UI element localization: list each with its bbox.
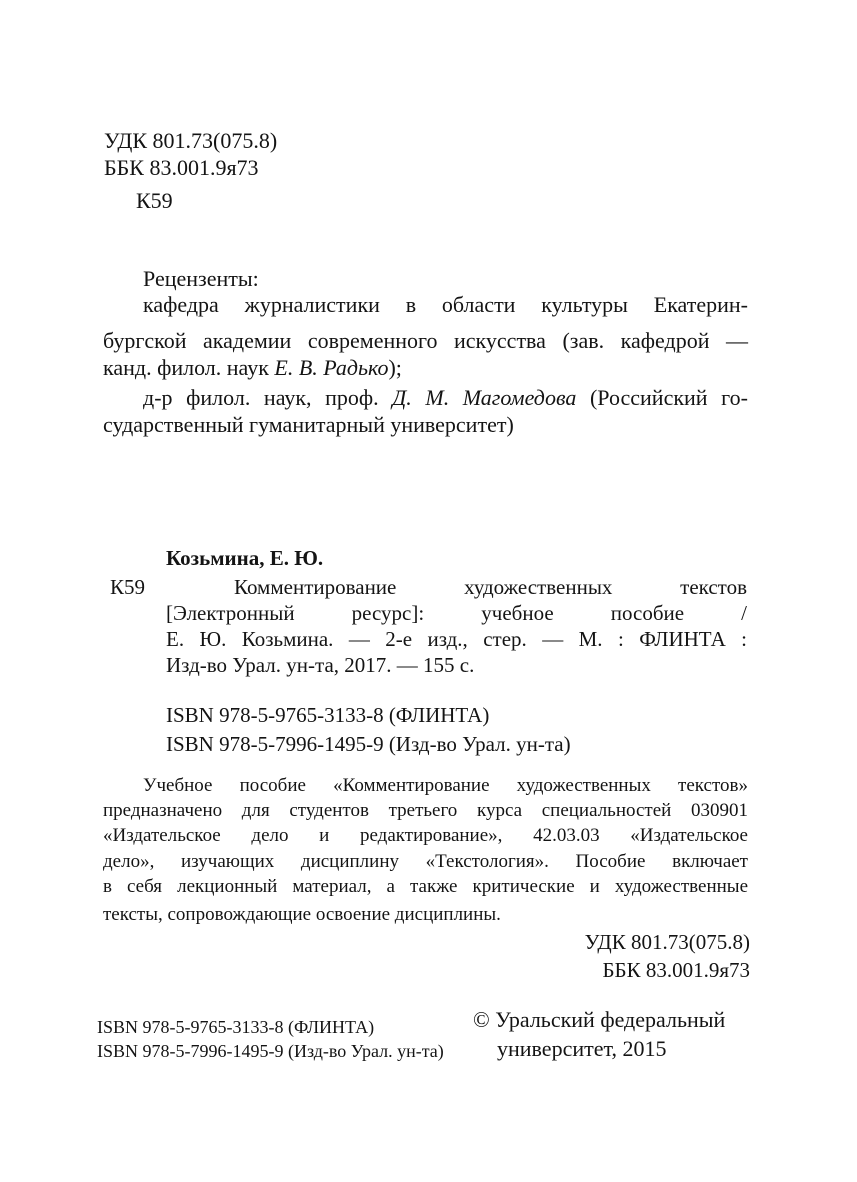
annotation-bbk: ББК 83.001.9я73 <box>602 958 750 982</box>
record-desc-line-3: Е. Ю. Козьмина. — 2-е изд., стер. — М. : ФЛИНТА : <box>166 627 747 651</box>
annotation-line-1: Учебное пособие «Комментирование художественных текстов» <box>143 775 748 796</box>
reviewer-2-name: Д. М. Магомедова <box>392 385 577 410</box>
author-heading-text: Козьмина, Е. Ю. <box>166 546 324 570</box>
record-isbn-2: ISBN 978-5-7996-1495-9 (Изд-во Урал. ун-та) <box>166 732 571 756</box>
copyright-line-1: © Уральский федеральный <box>473 1007 726 1032</box>
reviewer-1-line-2: бургской академии современного искусства (зав. кафедрой — <box>103 328 748 353</box>
record-desc-line-4: Изд-во Урал. ун-та, 2017. — 155 с. <box>166 653 475 677</box>
reviewers-title: Рецензенты: <box>143 266 259 291</box>
copyright-line-2: университет, 2015 <box>497 1036 667 1061</box>
reviewer-1-degree: канд. филол. наук <box>103 355 275 380</box>
record-isbn-1: ISBN 978-5-9765-3133-8 (ФЛИНТА) <box>166 703 490 727</box>
annotation-line-4: дело», изучающих дисциплину «Текстология». Пособие включает <box>103 851 748 872</box>
annotation-line-2: предназначено для студентов третьего курса специальностей 030901 <box>103 800 748 821</box>
record-mark: К59 <box>110 575 146 599</box>
annotation-line-3: «Издательское дело и редактирование», 42.03.03 «Издательское <box>103 825 748 846</box>
footer-isbn-2: ISBN 978-5-7996-1495-9 (Изд-во Урал. ун-та) <box>97 1041 444 1061</box>
reviewer-2-affiliation: (Российский го- <box>576 385 748 410</box>
annotation-line-6: тексты, сопровождающие освоение дисциплины. <box>103 904 501 925</box>
footer-isbn-1: ISBN 978-5-9765-3133-8 (ФЛИНТА) <box>97 1017 375 1037</box>
reviewer-2-line-1 <box>143 383 748 413</box>
reviewer-1-line-1: кафедра журналистики в области культуры Екатерин- <box>143 292 748 317</box>
record-desc-line-1: Комментирование художественных текстов <box>234 575 747 599</box>
annotation-udk: УДК 801.73(075.8) <box>584 930 750 954</box>
reviewer-1-line-3 <box>103 353 402 383</box>
reviewer-2-line-2: сударственный гуманитарный университет) <box>103 412 514 437</box>
reviewer-1-end: ); <box>388 355 402 380</box>
udk-code: УДК 801.73(075.8) <box>104 128 278 153</box>
author-heading <box>166 544 323 572</box>
author-mark: К59 <box>136 188 173 213</box>
annotation-line-5: в себя лекционный материал, а также критические и художественные <box>103 876 748 897</box>
bbk-code: ББК 83.001.9я73 <box>104 155 259 180</box>
reviewer-2-degree: д-р филол. наук, проф. <box>143 385 393 410</box>
record-desc-line-2: [Электронный ресурс]: учебное пособие / <box>166 601 747 625</box>
reviewer-1-name: Е. В. Радько <box>274 355 389 380</box>
